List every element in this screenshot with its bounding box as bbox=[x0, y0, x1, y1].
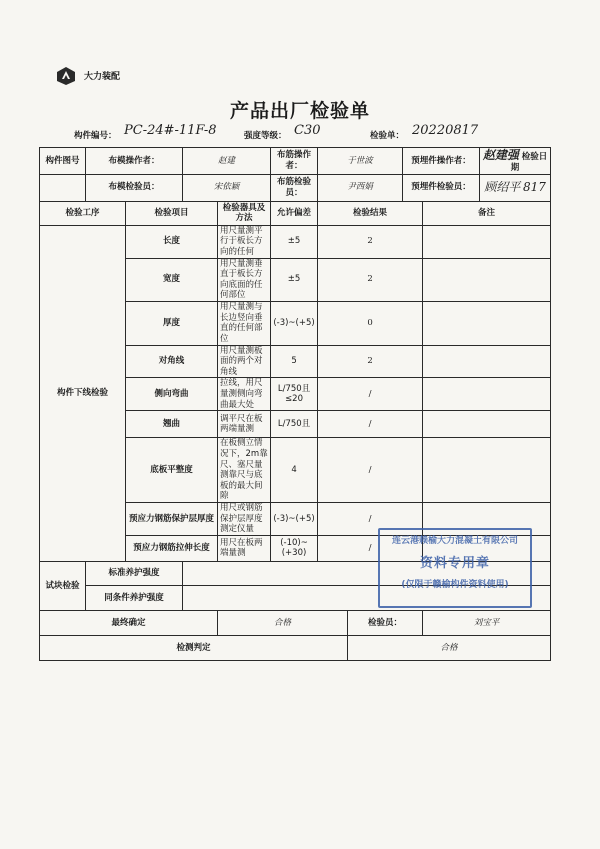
embed-operator-label: 预埋件操作者： bbox=[403, 148, 480, 175]
item-tolerance: (-10)~(+30) bbox=[271, 535, 318, 561]
item-result: / bbox=[318, 503, 423, 536]
test-block-label: 试块检验 bbox=[40, 561, 86, 610]
column-header-row bbox=[40, 201, 551, 225]
item-result: 0 bbox=[318, 302, 423, 346]
item-tolerance: 5 bbox=[271, 345, 318, 378]
drawing-no-label: 构件图号 bbox=[40, 148, 86, 175]
embed-inspector-cell bbox=[480, 174, 551, 201]
item-method: 用尺量测与长边竖向垂直的任何部位 bbox=[218, 302, 271, 346]
judgement-value: 合格 bbox=[348, 635, 551, 660]
inspect-date-label-text: 检验日期 bbox=[510, 152, 548, 173]
stamp-usage-note: (仅限于赣榆构件资料使用) bbox=[401, 580, 509, 590]
judgement-row bbox=[40, 635, 551, 660]
item-method: 用尺在板两端量测 bbox=[218, 535, 271, 561]
rebar-operator-signature: 于世波 bbox=[318, 148, 403, 175]
inspect-no-value: 20220817 bbox=[412, 123, 479, 138]
strength-value: C30 bbox=[294, 123, 321, 138]
rebar-inspector-label: 布筋检验员： bbox=[271, 174, 318, 201]
col-tolerance: 允许偏差 bbox=[271, 201, 318, 225]
embed-inspector-label: 预埋件检验员： bbox=[403, 174, 480, 201]
item-tolerance: ±5 bbox=[271, 225, 318, 258]
formwork-operator-signature: 赵建 bbox=[183, 148, 271, 175]
formwork-inspector-signature: 宋依颖 bbox=[183, 174, 271, 201]
item-method: 在板侧立情况下，2m靠尺、塞尺量测靠尺与底板的最大间隙 bbox=[218, 438, 271, 503]
item-note bbox=[423, 438, 551, 503]
formwork-operator-label: 布模操作者： bbox=[86, 148, 183, 175]
process-name: 构件下线检验 bbox=[40, 225, 126, 561]
company-stamp bbox=[378, 528, 532, 608]
final-inspector-signature: 刘宝平 bbox=[423, 610, 551, 635]
table-row bbox=[40, 225, 551, 258]
item-result: / bbox=[318, 438, 423, 503]
test-block-standard: 标准养护强度 bbox=[86, 561, 183, 585]
component-no-label: 构件编号： bbox=[74, 131, 117, 141]
final-label: 最终确定 bbox=[40, 610, 218, 635]
col-process: 检验工序 bbox=[40, 201, 126, 225]
item-name: 底板平整度 bbox=[126, 438, 218, 503]
item-method: 用尺量测垂直于板长方向底面的任何部位 bbox=[218, 258, 271, 302]
item-method: 拉线，用尺量测侧向弯曲最大处 bbox=[218, 378, 271, 411]
brand-name: 大力装配 bbox=[84, 72, 121, 82]
component-no-value: PC-24#-11F-8 bbox=[124, 123, 217, 138]
item-name: 长度 bbox=[126, 225, 218, 258]
item-result: 2 bbox=[318, 258, 423, 302]
stamp-company-name: 连云港赖榆大力混凝土有限公司 bbox=[391, 536, 518, 546]
item-name: 预应力钢筋保护层厚度 bbox=[126, 503, 218, 536]
final-value: 合格 bbox=[218, 610, 348, 635]
item-tolerance: L/750且≤20 bbox=[271, 378, 318, 411]
item-result: / bbox=[318, 378, 423, 411]
operator-row bbox=[40, 148, 551, 175]
item-result: 2 bbox=[318, 225, 423, 258]
item-tolerance: 4 bbox=[271, 438, 318, 503]
item-tolerance: L/750且 bbox=[271, 411, 318, 438]
test-block-same: 同条件养护强度 bbox=[86, 585, 183, 610]
item-method: 用尺量测板面的两个对角线 bbox=[218, 345, 271, 378]
embed-operator-signature: 赵建强 bbox=[482, 148, 519, 162]
col-item: 检验项目 bbox=[126, 201, 218, 225]
item-note bbox=[423, 302, 551, 346]
item-method: 调平尺在板两端量测 bbox=[218, 411, 271, 438]
inspect-date-value: 817 bbox=[522, 180, 546, 195]
formwork-inspector-label: 布模检验员： bbox=[86, 174, 183, 201]
inspect-no-label: 检验单： bbox=[370, 131, 405, 141]
strength-label: 强度等级： bbox=[244, 131, 287, 141]
item-method: 用尺量测平行于板长方向的任何 bbox=[218, 225, 271, 258]
item-name: 预应力钢筋拉伸长度 bbox=[126, 535, 218, 561]
company-logo-icon bbox=[56, 66, 76, 86]
item-tolerance: (-3)~(+5) bbox=[271, 302, 318, 346]
item-name: 宽度 bbox=[126, 258, 218, 302]
judgement-label: 检测判定 bbox=[40, 635, 348, 660]
final-row bbox=[40, 610, 551, 635]
item-result: 2 bbox=[318, 345, 423, 378]
rebar-operator-label: 布筋操作者： bbox=[271, 148, 318, 175]
final-inspector-label: 检验员： bbox=[348, 610, 423, 635]
rebar-inspector-signature: 尹西娟 bbox=[318, 174, 403, 201]
item-note bbox=[423, 345, 551, 378]
item-note bbox=[423, 378, 551, 411]
item-tolerance: (-3)~(+5) bbox=[271, 503, 318, 536]
col-note: 备注 bbox=[423, 201, 551, 225]
item-tolerance: ±5 bbox=[271, 258, 318, 302]
item-name: 侧向弯曲 bbox=[126, 378, 218, 411]
stamp-purpose: 资料专用章 bbox=[419, 556, 490, 571]
inspector-row bbox=[40, 174, 551, 201]
col-method: 检验器具及方法 bbox=[218, 201, 271, 225]
item-name: 对角线 bbox=[126, 345, 218, 378]
inspect-date-label bbox=[480, 148, 551, 175]
item-result: / bbox=[318, 411, 423, 438]
item-result: / bbox=[318, 535, 423, 561]
item-note bbox=[423, 225, 551, 258]
item-note bbox=[423, 411, 551, 438]
item-method: 用尺或钢筋保护层厚度测定仪量 bbox=[218, 503, 271, 536]
page-title: 产品出厂检验单 bbox=[229, 100, 370, 122]
item-name: 翘曲 bbox=[126, 411, 218, 438]
col-result: 检验结果 bbox=[318, 201, 423, 225]
item-note bbox=[423, 258, 551, 302]
embed-inspector-signature: 顾绍平 bbox=[484, 180, 521, 195]
item-name: 厚度 bbox=[126, 302, 218, 346]
